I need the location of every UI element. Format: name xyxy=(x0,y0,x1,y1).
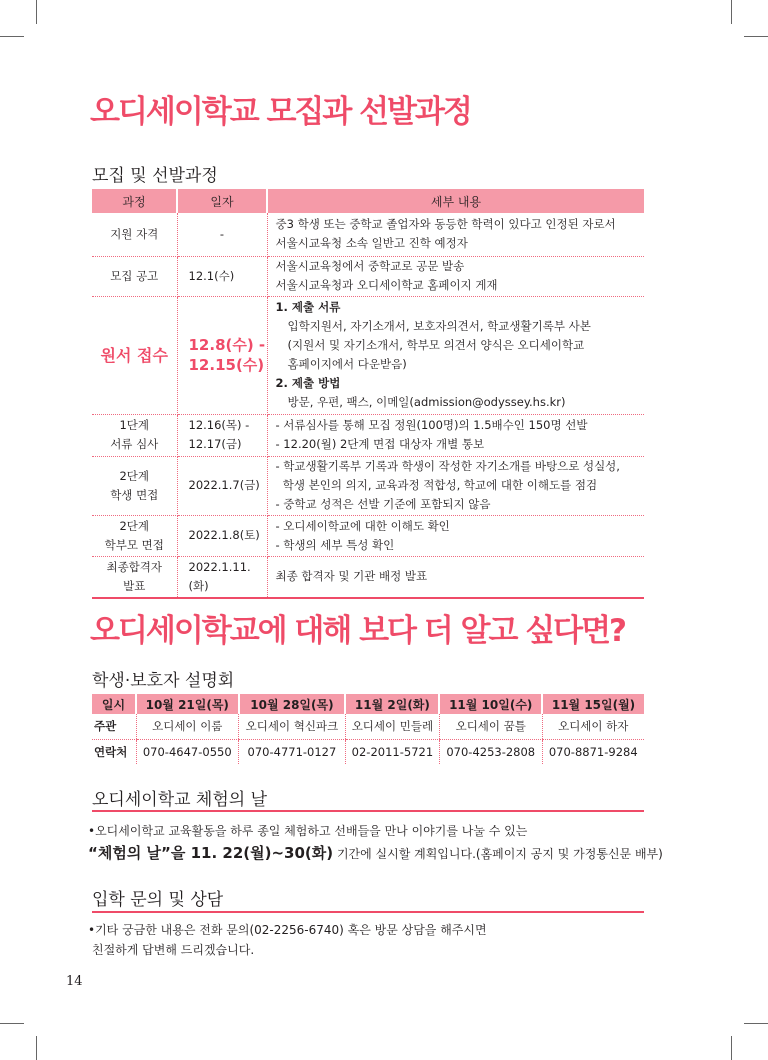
experience-line-1: •오디세이학교 교육활동을 하루 종일 체험하고 선배들을 만나 이야기를 나눌 수 있는 xyxy=(88,824,528,838)
section-title-recruitment: 모집 및 선발과정 xyxy=(92,166,218,186)
date-cell: 2022.1.8(토) xyxy=(177,515,267,556)
inquiry-text xyxy=(88,920,487,960)
info-session-table xyxy=(92,694,644,764)
table-row xyxy=(92,714,644,739)
table-row xyxy=(92,414,644,456)
phone-cell: 070-8871-9284 xyxy=(542,739,644,764)
page-number: 14 xyxy=(66,974,83,989)
host-cell: 오디세이 하자 xyxy=(542,714,644,739)
host-cell: 오디세이 이룸 xyxy=(136,714,239,739)
session-date: 10월 28일(목) xyxy=(239,694,346,714)
stage-cell: 1단계 서류 심사 xyxy=(92,414,177,456)
table-row xyxy=(92,456,644,515)
session-date: 11월 10일(수) xyxy=(439,694,542,714)
stage-cell: 지원 자격 xyxy=(92,213,177,256)
crop-mark xyxy=(0,1023,24,1024)
table-header-row xyxy=(92,694,644,714)
host-cell: 오디세이 꿈틀 xyxy=(439,714,542,739)
stage-cell: 모집 공고 xyxy=(92,256,177,296)
row-label-date: 일시 xyxy=(92,694,136,714)
details-cell: 1. 제출 서류 입학지원서, 자기소개서, 보호자의견서, 학교생활기록부 사본 (지원서 및 자기소개서, 학부모 의견서 양식은 오디세이학교 홈페이지에서 다운받음) 2. 제출 방법 방문, 우편, 팩스, 이메일(admission@odyssey.hs.kr) xyxy=(267,296,644,414)
host-cell: 오디세이 혁신파크 xyxy=(239,714,346,739)
session-date: 11월 15일(월) xyxy=(542,694,644,714)
date-cell: 12.16(목) - 12.17(금) xyxy=(177,414,267,456)
table-header-row xyxy=(92,189,644,213)
section-divider xyxy=(92,810,644,812)
details-cell: - 오디세이학교에 대한 이해도 확인 - 학생의 세부 특성 확인 xyxy=(267,515,644,556)
page-title: 오디세이학교 모집과 선발과정 xyxy=(90,94,471,130)
table-row-highlight xyxy=(92,296,644,414)
details-cell: 최종 합격자 및 기관 배정 발표 xyxy=(267,556,644,598)
row-label-contact: 연락처 xyxy=(94,744,128,759)
phone-cell: 02-2011-5721 xyxy=(345,739,439,764)
table-row xyxy=(92,739,644,764)
session-date: 11월 2일(화) xyxy=(345,694,439,714)
inquiry-line-1: •기타 궁금한 내용은 전화 문의(02-2256-6740) 혹은 방문 상담을 해주시면 xyxy=(88,923,487,937)
crop-mark xyxy=(731,1036,732,1060)
crop-mark xyxy=(744,36,768,37)
table-row xyxy=(92,256,644,296)
page-title-secondary: 오디세이학교에 대해 보다 더 알고 싶다면? xyxy=(90,613,626,649)
date-cell: - xyxy=(177,213,267,256)
experience-line-2: “체험의 날”을 11. 22(월)~30(화) 기간에 실시할 계획입니다.(홈페이지 공지 및 가정통신문 배부) xyxy=(88,844,663,862)
crop-mark xyxy=(36,0,37,24)
details-cell: 중3 학생 또는 중학교 졸업자와 동등한 학력이 있다고 인정된 자로서 서울시교육청 소속 일반고 진학 예정자 xyxy=(267,213,644,256)
date-cell: 12.8(수) - 12.15(수) xyxy=(177,296,267,414)
date-cell: 2022.1.7(금) xyxy=(177,456,267,515)
recruitment-table xyxy=(92,189,644,599)
section-divider xyxy=(92,911,644,913)
crop-mark xyxy=(731,0,732,24)
crop-mark xyxy=(0,36,24,37)
table-row xyxy=(92,556,644,598)
date-cell: 2022.1.11.(화) xyxy=(177,556,267,598)
stage-cell: 원서 접수 xyxy=(92,296,177,414)
inquiry-line-2: 친절하게 답변해 드리겠습니다. xyxy=(92,943,255,957)
phone-cell: 070-4647-0550 xyxy=(136,739,239,764)
host-cell: 오디세이 민들레 xyxy=(345,714,439,739)
stage-cell: 2단계 학생 면접 xyxy=(92,456,177,515)
header-stage: 과정 xyxy=(92,189,177,213)
header-date: 일자 xyxy=(177,189,267,213)
stage-cell: 최종합격자 발표 xyxy=(92,556,177,598)
date-cell: 12.1(수) xyxy=(177,256,267,296)
section-title-inquiry: 입학 문의 및 상담 xyxy=(92,890,224,910)
row-label-host: 주관 xyxy=(92,714,136,739)
header-details: 세부 내용 xyxy=(267,189,644,213)
session-date: 10월 21일(목) xyxy=(136,694,239,714)
details-cell: - 학교생활기록부 기록과 학생이 작성한 자기소개를 바탕으로 성실성, 학생 본인의 의지, 교육과정 적합성, 학교에 대한 이해도를 점검 - 중학교 성적은 선발 기준에 포함되지 않음 xyxy=(267,456,644,515)
crop-mark xyxy=(36,1036,37,1060)
experience-day-text xyxy=(88,821,663,864)
crop-mark xyxy=(744,1023,768,1024)
details-cell: 서울시교육청에서 중학교로 공문 발송 서울시교육청과 오디세이학교 홈페이지 게재 xyxy=(267,256,644,296)
details-cell: - 서류심사를 통해 모집 정원(100명)의 1.5배수인 150명 선발 - 12.20(월) 2단계 면접 대상자 개별 통보 xyxy=(267,414,644,456)
section-title-info-session: 학생·보호자 설명회 xyxy=(92,671,235,691)
section-title-experience-day: 오디세이학교 체험의 날 xyxy=(92,790,268,810)
table-row xyxy=(92,515,644,556)
phone-cell: 070-4771-0127 xyxy=(239,739,346,764)
phone-cell: 070-4253-2808 xyxy=(439,739,542,764)
experience-date-emphasis: “체험의 날”을 11. 22(월)~30(화) xyxy=(88,844,334,862)
stage-cell: 2단계 학부모 면접 xyxy=(92,515,177,556)
table-row xyxy=(92,213,644,256)
